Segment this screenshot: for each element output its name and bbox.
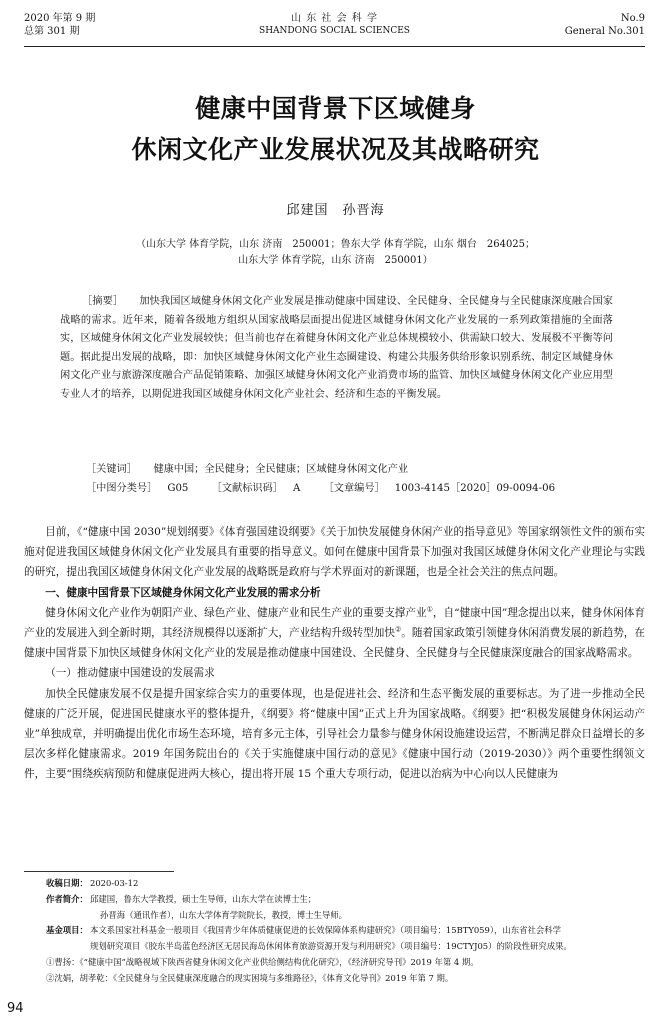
clc-label: ［中图分类号］ [86,483,158,494]
header-divider [24,46,645,47]
affiliation-line-2: 山东大学 体育学院，山东 济南 250001） [238,255,433,266]
affiliation-line-1: （山东大学 体育学院，山东 济南 250001；鲁东大学 体育学院，山东 烟台 264025； [135,239,536,250]
subsection-heading-1: （一）推动健康中国建设的发展需求 [45,667,215,680]
journal-name-en: SHANDONG SOCIAL SCIENCES [259,26,410,36]
article-body [24,522,645,785]
total-issue-number: 总第 301 期 [24,26,80,37]
article-title [0,88,671,170]
abstract [60,293,613,405]
footnote-ref-2[interactable]: ② [394,625,402,634]
page-number: 94 [7,1001,24,1016]
footnote-divider [24,871,174,872]
issue-info-en [565,12,645,38]
author-bio-2: 孙晋海（通讯作者），山东大学体育学院院长，教授，博士生导师。 [100,909,348,920]
general-number-en: General No.301 [564,26,645,37]
affiliations [90,237,581,269]
classification-codes [86,480,631,498]
funding-info-2: 规划研究项目《胶东半岛蓝色经济区无居民海岛休闲体育旅游资源开发与利用研究》（项目编号：19CTYJ05）的阶段性研究成果。 [90,941,572,952]
author-bio: 作者简介： 邱建国，鲁东大学教授，硕士生导师，山东大学在读博士生； [24,892,645,908]
keywords-text: 健康中国；全民健身；全民健康；区域健身休闲文化产业 [153,464,409,475]
paragraph-2: 健身休闲文化产业作为朝阳产业、绿色产业、健康产业和民生产业的重要支撑产业①，自“健康中国”理念提出以来，健身休闲体育产业的发展进入到全新时期，其经济规模得以逐渐扩大，产业结构升级转型加快②。随着国家政策引领健身休闲消费发展的新趋势，在健康中国背景下加快区域健身休闲文化产业的发展是推动健康中国建设、全民健身、全民健身与全民健康深度融合的国家战略需求。 [24,605,645,660]
author-names: 邱建国 孙晋海 [286,203,385,218]
paragraph-3: 加快全民健康发展不仅是提升国家综合实力的重要体现，也是促进社会、经济和生态平衡发展的重要标志。为了进一步推动全民健康的广泛开展，促进国民健康水平的整体提升，《纲要》将“健康中国”正式上升为国家战略。《纲要》把“积极发展健身休闲运动产业”单独成章，并明确提出优化市场生态环境，培育多元主体，引导社会力量参与健身休闲设施建设运营，不断满足群众日益增长的多层次多样化健康需求。2019 年国务院出台的《关于实施健康中国行动的意见》《健康中国行动（2019-2030）》两个重要性纲领文件，主要“围绕疾病预防和健康促进两大核心，提出将开展 15 个重大专项行动，促进以治病为中心向以人民健康为 [24,687,645,781]
received-date: 收稿日期： 2020-03-12 [24,876,645,892]
author-bio-label: 作者简介： [46,893,88,904]
footnote-1: ①曹扬：《“健康中国”战略视域下陕西省健身休闲文化产业供给侧结构优化研究》，《经济研究导刊》2019 年第 4 期。 [46,956,479,967]
keywords [86,461,613,479]
running-header [24,12,645,48]
keywords-label: ［关键词］ [86,464,137,475]
doc-code: A [292,483,301,494]
journal-name [24,12,645,38]
title-line-2: 休闲文化产业发展状况及其战略研究 [131,135,540,164]
journal-name-cn: 山 东 社 会 科 学 [291,13,378,24]
footnote-2: ②沈娟，胡孝乾：《全民健身与全民健康深度融合的现实困境与多维路径》，《体育文化导刊》2019 年第 7 期。 [46,972,454,983]
article-number: 1003-4145［2020］09-0094-06 [394,483,556,494]
section-heading-1: 一、健康中国背景下区域健身休闲文化产业发展的需求分析 [45,586,321,599]
issue-number: 2020 年第 9 期 [24,13,96,24]
clc-code: G05 [167,483,189,494]
footnote-ref-1[interactable]: ① [426,605,433,614]
received-label: 收稿日期： [46,878,88,888]
footnotes [24,876,645,987]
issue-number-en: No.9 [620,13,645,24]
paragraph-intro: 目前，《“健康中国 2030”规划纲要》《体育强国建设纲要》《关于加快发展健身休闲产业的指导意见》等国家纲领性文件的颁布实施对促进我国区域健身休闲文化产业发展具有重要的指导意义。如何在健康中国背景下加强对我国区域健身休闲文化产业理论与实践的研究，提出我国区域健身休闲文化产业发展的战略既是政府与学术界面对的新课题，也是全社会关注的焦点问题。 [24,526,645,579]
funding-label: 基金项目： [46,925,88,936]
title-line-1: 健康中国背景下区域健身 [195,94,476,123]
funding-info: 基金项目： 本文系国家社科基金一般项目《我国青少年体质健康促进的长效保障体系构建研究》（项目编号：15BTY059），山东省社会科学 [24,923,645,939]
abstract-label: ［摘要］ [82,296,124,307]
article-number-label: ［文章编号］ [323,483,385,494]
abstract-text: 加快我国区域健身休闲文化产业发展是推动健康中国建设、全民健身、全民健身与全民健康深度融合国家战略的需求。近年来，随着各级地方组织从国家战略层面提出促进区域健身休闲文化产业发展的一系列政策措施的全面落实，区域健身休闲文化产业发展较快；但当前也存在着健身休闲文化产业总体规模较小、供需缺口较大、发展极不平衡等问题。据此提出发展的战略，即：加快区域健身休闲文化产业生态圈建设、构建公共服务供给形象识别系统、制定区域健身休闲文化产业与旅游深度融合产品促销策略、加强区域健身休闲文化产业消费市场的监管、加快区域健身休闲文化产业应用型专业人才的培养，以期促进我国区域健身休闲文化产业社会、经济和生态的平衡发展。 [60,296,613,400]
doc-code-label: ［文献标识码］ [211,483,283,494]
